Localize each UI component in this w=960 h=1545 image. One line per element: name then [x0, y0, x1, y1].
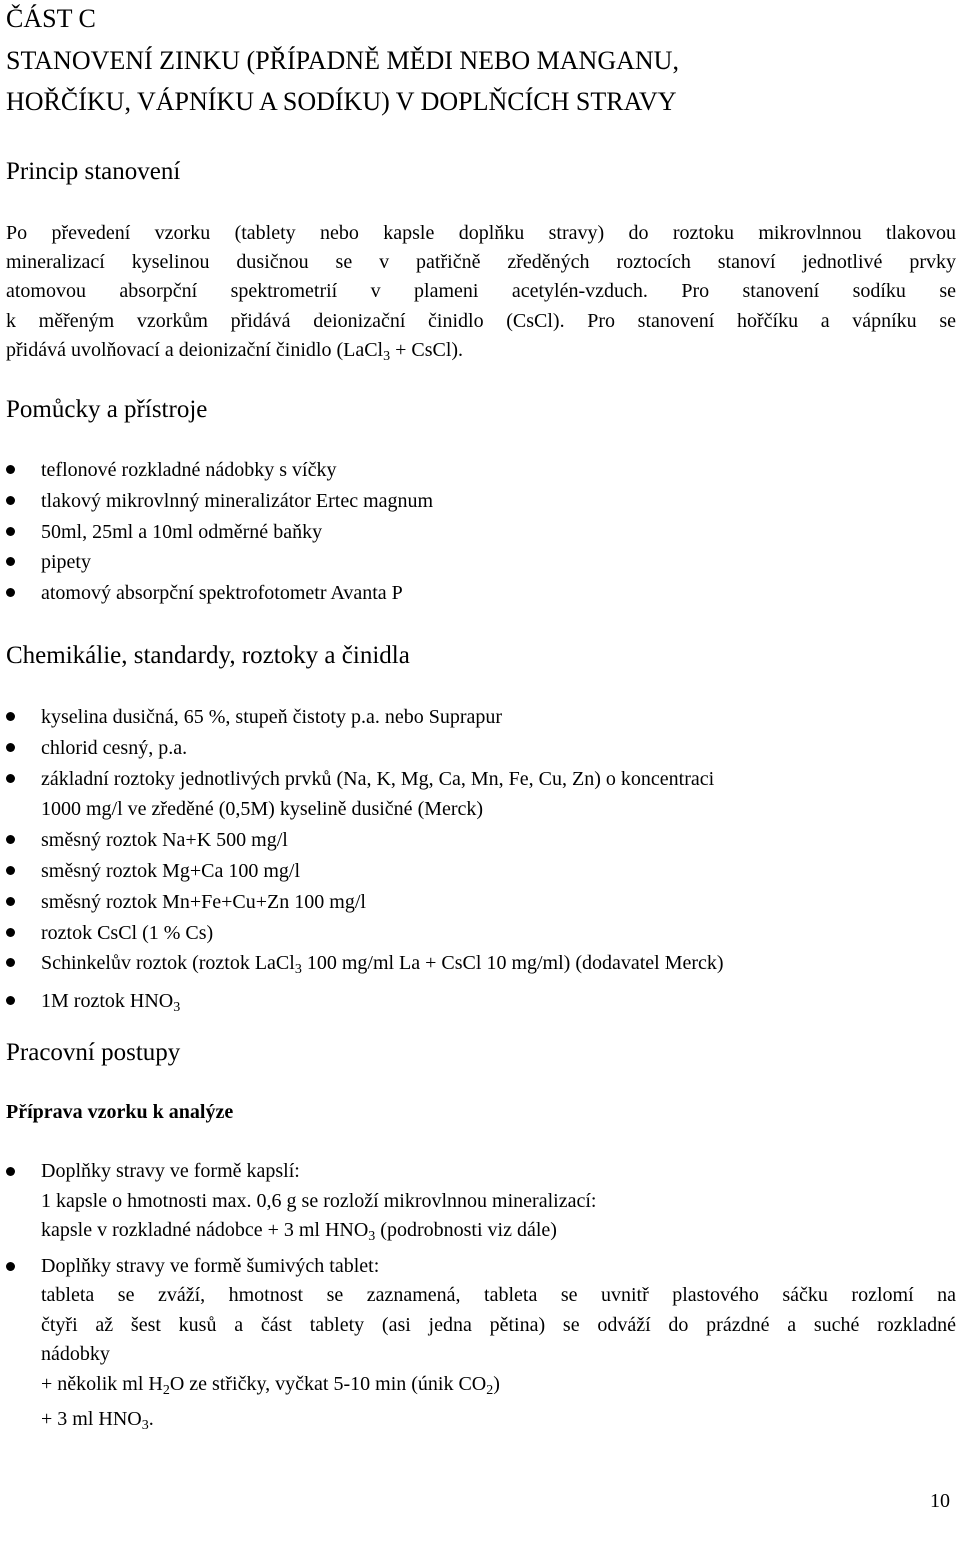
list-item: atomový absorpční spektrofotometr Avanta P — [6, 578, 956, 609]
principle-line: mineralizací kyselinou dusičnou se v patřičně zředěných roztocích stanoví jednotlivé prvky — [6, 251, 956, 274]
equipment-heading: Pomůcky a přístroje — [6, 396, 208, 423]
bullet-icon — [6, 712, 15, 721]
principle-line: Po převedení vzorku (tablety nebo kapsle doplňku stravy) do roztoku mikrovlnnou tlakovou — [6, 222, 956, 244]
bullet-icon — [6, 866, 15, 875]
principle-line: atomovou absorpční spektrometrií v plameni acetylén-vzduch. Pro stanovení sodíku se — [6, 280, 956, 303]
document-title-line-2: HOŘČÍKU, VÁPNÍKU A SODÍKU) V DOPLŇCÍCH STRAVY — [6, 87, 677, 116]
bullet-icon — [6, 557, 15, 566]
list-item: směsný roztok Mn+Fe+Cu+Zn 100 mg/l — [6, 887, 956, 918]
document-title-line-1: STANOVENÍ ZINKU (PŘÍPADNĚ MĚDI NEBO MANGANU, — [6, 46, 679, 75]
chemicals-list — [6, 702, 956, 1024]
bullet-icon — [6, 996, 15, 1005]
bullet-icon — [6, 743, 15, 752]
equipment-list — [6, 455, 956, 609]
list-item: roztok CsCl (1 % Cs) — [6, 918, 956, 949]
list-item: směsný roztok Mg+Ca 100 mg/l — [6, 856, 956, 887]
list-item: tlakový mikrovlnný mineralizátor Ertec magnum — [6, 486, 956, 517]
bullet-icon — [6, 496, 15, 505]
bullet-icon — [6, 928, 15, 937]
sample-prep-list — [6, 1157, 956, 1441]
list-item: teflonové rozkladné nádobky s víčky — [6, 455, 956, 486]
chemicals-heading: Chemikálie, standardy, roztoky a činidla — [6, 642, 410, 669]
list-item-capsules: Doplňky stravy ve formě kapslí: 1 kapsle o hmotnosti max. 0,6 g se rozloží mikrovlnnou mineralizací: kapsle v rozkladné nádobce + 3 ml $HNO_3$ (podrobnosti viz dále) — [6, 1157, 956, 1252]
list-item: kyselina dusičná, 65 %, stupeň čistoty p.a. nebo Suprapur — [6, 702, 956, 733]
principle-heading: Princip stanovení — [6, 158, 181, 185]
procedures-heading: Pracovní postupy — [6, 1039, 181, 1066]
bullet-icon — [6, 774, 15, 783]
bullet-icon — [6, 897, 15, 906]
bullet-icon — [6, 1167, 15, 1176]
page-number: 10 — [930, 1490, 950, 1512]
bullet-icon — [6, 588, 15, 597]
list-item: 1M roztok $HNO_3$ — [6, 986, 956, 1024]
list-item: 50ml, 25ml a 10ml odměrné baňky — [6, 517, 956, 548]
bullet-icon — [6, 835, 15, 844]
bullet-icon — [6, 1262, 15, 1271]
list-item: směsný roztok Na+K 500 mg/l — [6, 825, 956, 856]
list-item-tablets: Doplňky stravy ve formě šumivých tablet: tableta se zváží, hmotnost se zaznamená, tableta se uvnitř plastového sáčku rozlomí na čtyři až šest kusů a část tablety (asi jedna pětina) se odváží do prázdné a suché rozkladné nádobky + několik ml $H_2O$ ze střičky, vyčkat 5-10 min (únik $CO_2$) + 3 ml $HNO_3$. — [6, 1252, 956, 1441]
bullet-icon — [6, 527, 15, 536]
list-item: pipety — [6, 547, 956, 578]
bullet-icon — [6, 465, 15, 474]
list-item: základní roztoky jednotlivých prvků (Na, K, Mg, Ca, Mn, Fe, Cu, Zn) o koncentraci 1000 mg/l ve zředěné (0,5M) kyselině dusičné (Merck) — [6, 764, 956, 826]
list-item: chlorid cesný, p.a. — [6, 733, 956, 764]
principle-last-line: přidává uvolňovací a deionizační činidlo (LaCl$_3$ + CsCl). — [6, 338, 464, 364]
list-item: Schinkelův roztok (roztok LaCl$_3$ 100 mg/ml La + CsCl 10 mg/ml) (dodavatel Merck) — [6, 948, 956, 986]
principle-paragraph — [6, 219, 956, 371]
bullet-icon — [6, 958, 15, 967]
principle-line: k měřeným vzorkům přidává deionizační činidlo (CsCl). Pro stanovení hořčíku a vápníku se — [6, 309, 956, 332]
sample-prep-subheading: Příprava vzorku k analýze — [6, 1101, 234, 1123]
part-label: ČÁST C — [6, 4, 96, 33]
